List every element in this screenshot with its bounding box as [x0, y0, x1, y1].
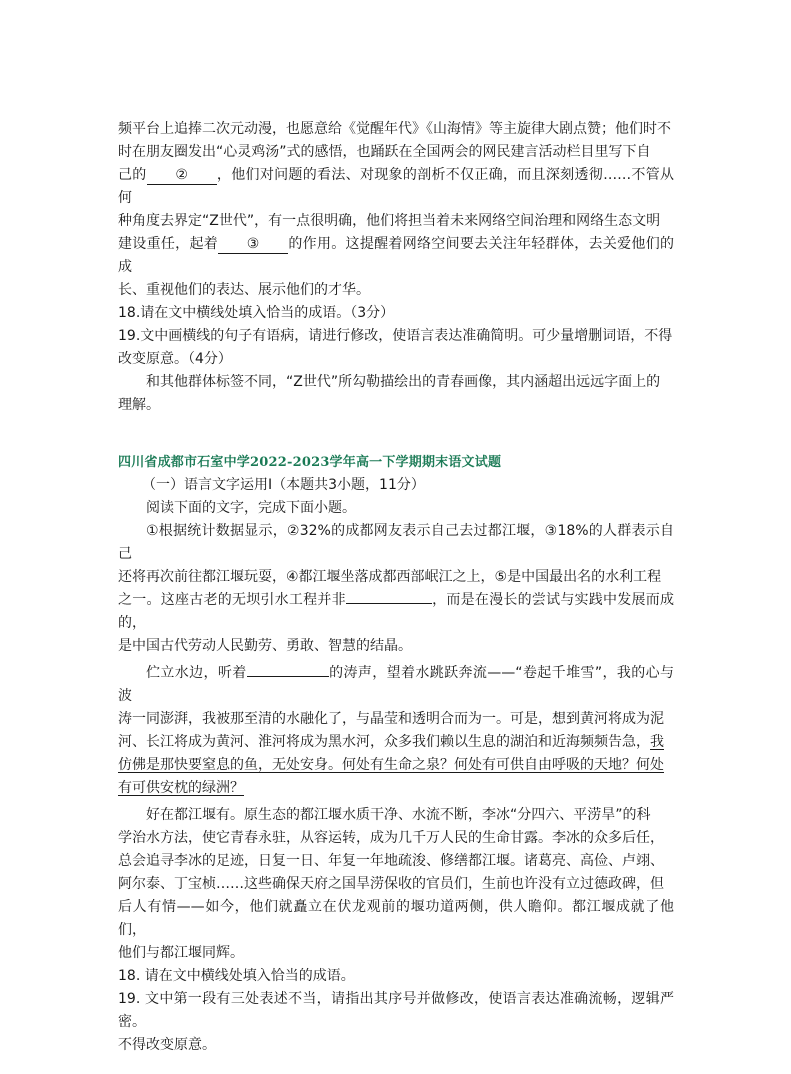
top-passage-line — [118, 233, 674, 279]
text-fragment: 河、长江将成为黄河、淮河将成为黑水河，众多我们赖以生息的湖泊和近海频频告急， — [118, 734, 650, 750]
instruction: 阅读下面的文字，完成下面小题。 — [146, 500, 356, 516]
section-title: 四川省成都市石室中学2022-2023学年高一下学期期末语文试题 — [118, 455, 502, 470]
text-fragment: 建设重任，起着 — [118, 236, 219, 252]
text-fragment: 之一。这座古老的无坝引水工程并非 — [118, 592, 346, 608]
question-19-line: 19. 文中第一段有三处表述不当，请指出其序号并做修改，使语言表达准确流畅，逻辑严密。 — [118, 991, 674, 1030]
top-passage-line: 种角度去界定“Z世代”，有一点很明确，他们将担当着未来网络空间治理和网络生态文明 — [118, 213, 661, 229]
faulty-sentence: 理解。 — [118, 397, 160, 413]
text-fragment: ，而是在漫长的尝试与实践中发展而成的， — [118, 592, 675, 631]
paragraph-3-line: 后人有情——如今，他们就矗立在伏龙观前的堰功道两侧，供人瞻仰。都江堰成就了他们， — [118, 899, 674, 938]
underlined-text: 仿佛是那快要窒息的鱼，无处安身。何处有生命之泉？何处有可供自由呼吸的天地？何处 — [118, 757, 664, 773]
fill-blank-3[interactable]: ③ — [218, 236, 288, 254]
question-18: 18. 请在文中横线处填入恰当的成语。 — [118, 968, 355, 984]
text-fragment: ，他们对问题的看法、对现象的剖析不仅正确，而且深刻透彻……不管从何 — [118, 167, 675, 206]
text-fragment: 的作用。这提醒着网络空间要去关注年轻群体，去关爱他们的成 — [118, 236, 675, 275]
fill-blank[interactable] — [247, 676, 329, 677]
top-passage-line: 时在朋友圈发出“心灵鸡汤”式的感悟，也踊跃在全国两会的网民建言活动栏目里写下自 — [118, 144, 651, 160]
paragraph-1-line: ①根据统计数据显示，②32%的成都网友表示自己去过都江堰，③18%的人群表示自己 — [118, 523, 674, 562]
paragraph-1-line: 是中国古代劳动人民勤劳、勇敢、智慧的结晶。 — [118, 638, 412, 654]
paragraph-3-line: 总会追寻李冰的足迹，日复一日、年复一年地疏浚、修缮都江堰。诸葛亮、高俭、卢翊、 — [118, 853, 664, 869]
section-subheading: （一）语言文字运用Ⅰ（本题共3小题，11分） — [142, 477, 425, 493]
underlined-text: 有可供安枕的绿洲？ — [118, 780, 244, 796]
top-passage-line: 频平台上追捧二次元动漫，也愿意给《觉醒年代》《山海情》等主旋律大剧点赞；他们时不 — [118, 121, 671, 137]
faulty-sentence: 和其他群体标签不同，“Z世代”所勾勒描绘出的青春画像，其内涵超出远远字面上的 — [146, 374, 661, 390]
question-18: 18.请在文中横线处填入恰当的成语。（3分） — [118, 305, 395, 321]
paragraph-3-line: 好在都江堰有。原生态的都江堰水质干净、水流不断，李冰“分四六、平涝旱”的科 — [146, 807, 651, 823]
paragraph-1-line — [118, 589, 674, 635]
fill-blank-2[interactable]: ② — [147, 167, 217, 185]
question-19-line: 不得改变原意。 — [118, 1037, 216, 1053]
paragraph-2-line — [118, 754, 674, 777]
top-passage-line: 长、重视他们的表达、展示他们的才华。 — [118, 282, 370, 298]
top-passage-line — [118, 164, 674, 210]
underlined-text: 我 — [650, 734, 664, 750]
paragraph-2-line — [118, 731, 674, 754]
paragraph-2-line — [118, 777, 674, 800]
text-fragment: 伫立水边，听着 — [146, 665, 247, 681]
paragraph-3-line: 阿尔泰、丁宝桢……这些确保天府之国旱涝保收的官员们，生前也许没有立过德政碑，但 — [118, 876, 664, 892]
paragraph-2-line — [118, 662, 674, 708]
text-fragment: 的涛声，望着水跳跃奔流——“卷起千堆雪”，我的心与波 — [118, 665, 674, 704]
fill-blank[interactable] — [346, 603, 432, 604]
document-content — [118, 118, 674, 1057]
paragraph-1-line: 还将再次前往都江堰玩耍，④都江堰坐落成都西部岷江之上，⑤是中国最出名的水利工程 — [118, 569, 662, 585]
question-19-line: 改变原意。（4分） — [118, 351, 232, 367]
question-19-line: 19.文中画横线的句子有语病，请进行修改，使语言表达准确简明。可少量增删词语，不得 — [118, 328, 673, 344]
paragraph-2-line: 涛一同澎湃，我被那至清的水融化了，与晶莹和透明合而为一。可是，想到黄河将成为泥 — [118, 711, 664, 727]
paragraph-3-line: 学治水方法，使它青春永驻，从容运转，成为几千万人民的生命甘露。李冰的众多后任， — [118, 830, 664, 846]
paragraph-3-line: 他们与都江堰同辉。 — [118, 945, 244, 961]
text-fragment: 己的 — [118, 167, 147, 183]
